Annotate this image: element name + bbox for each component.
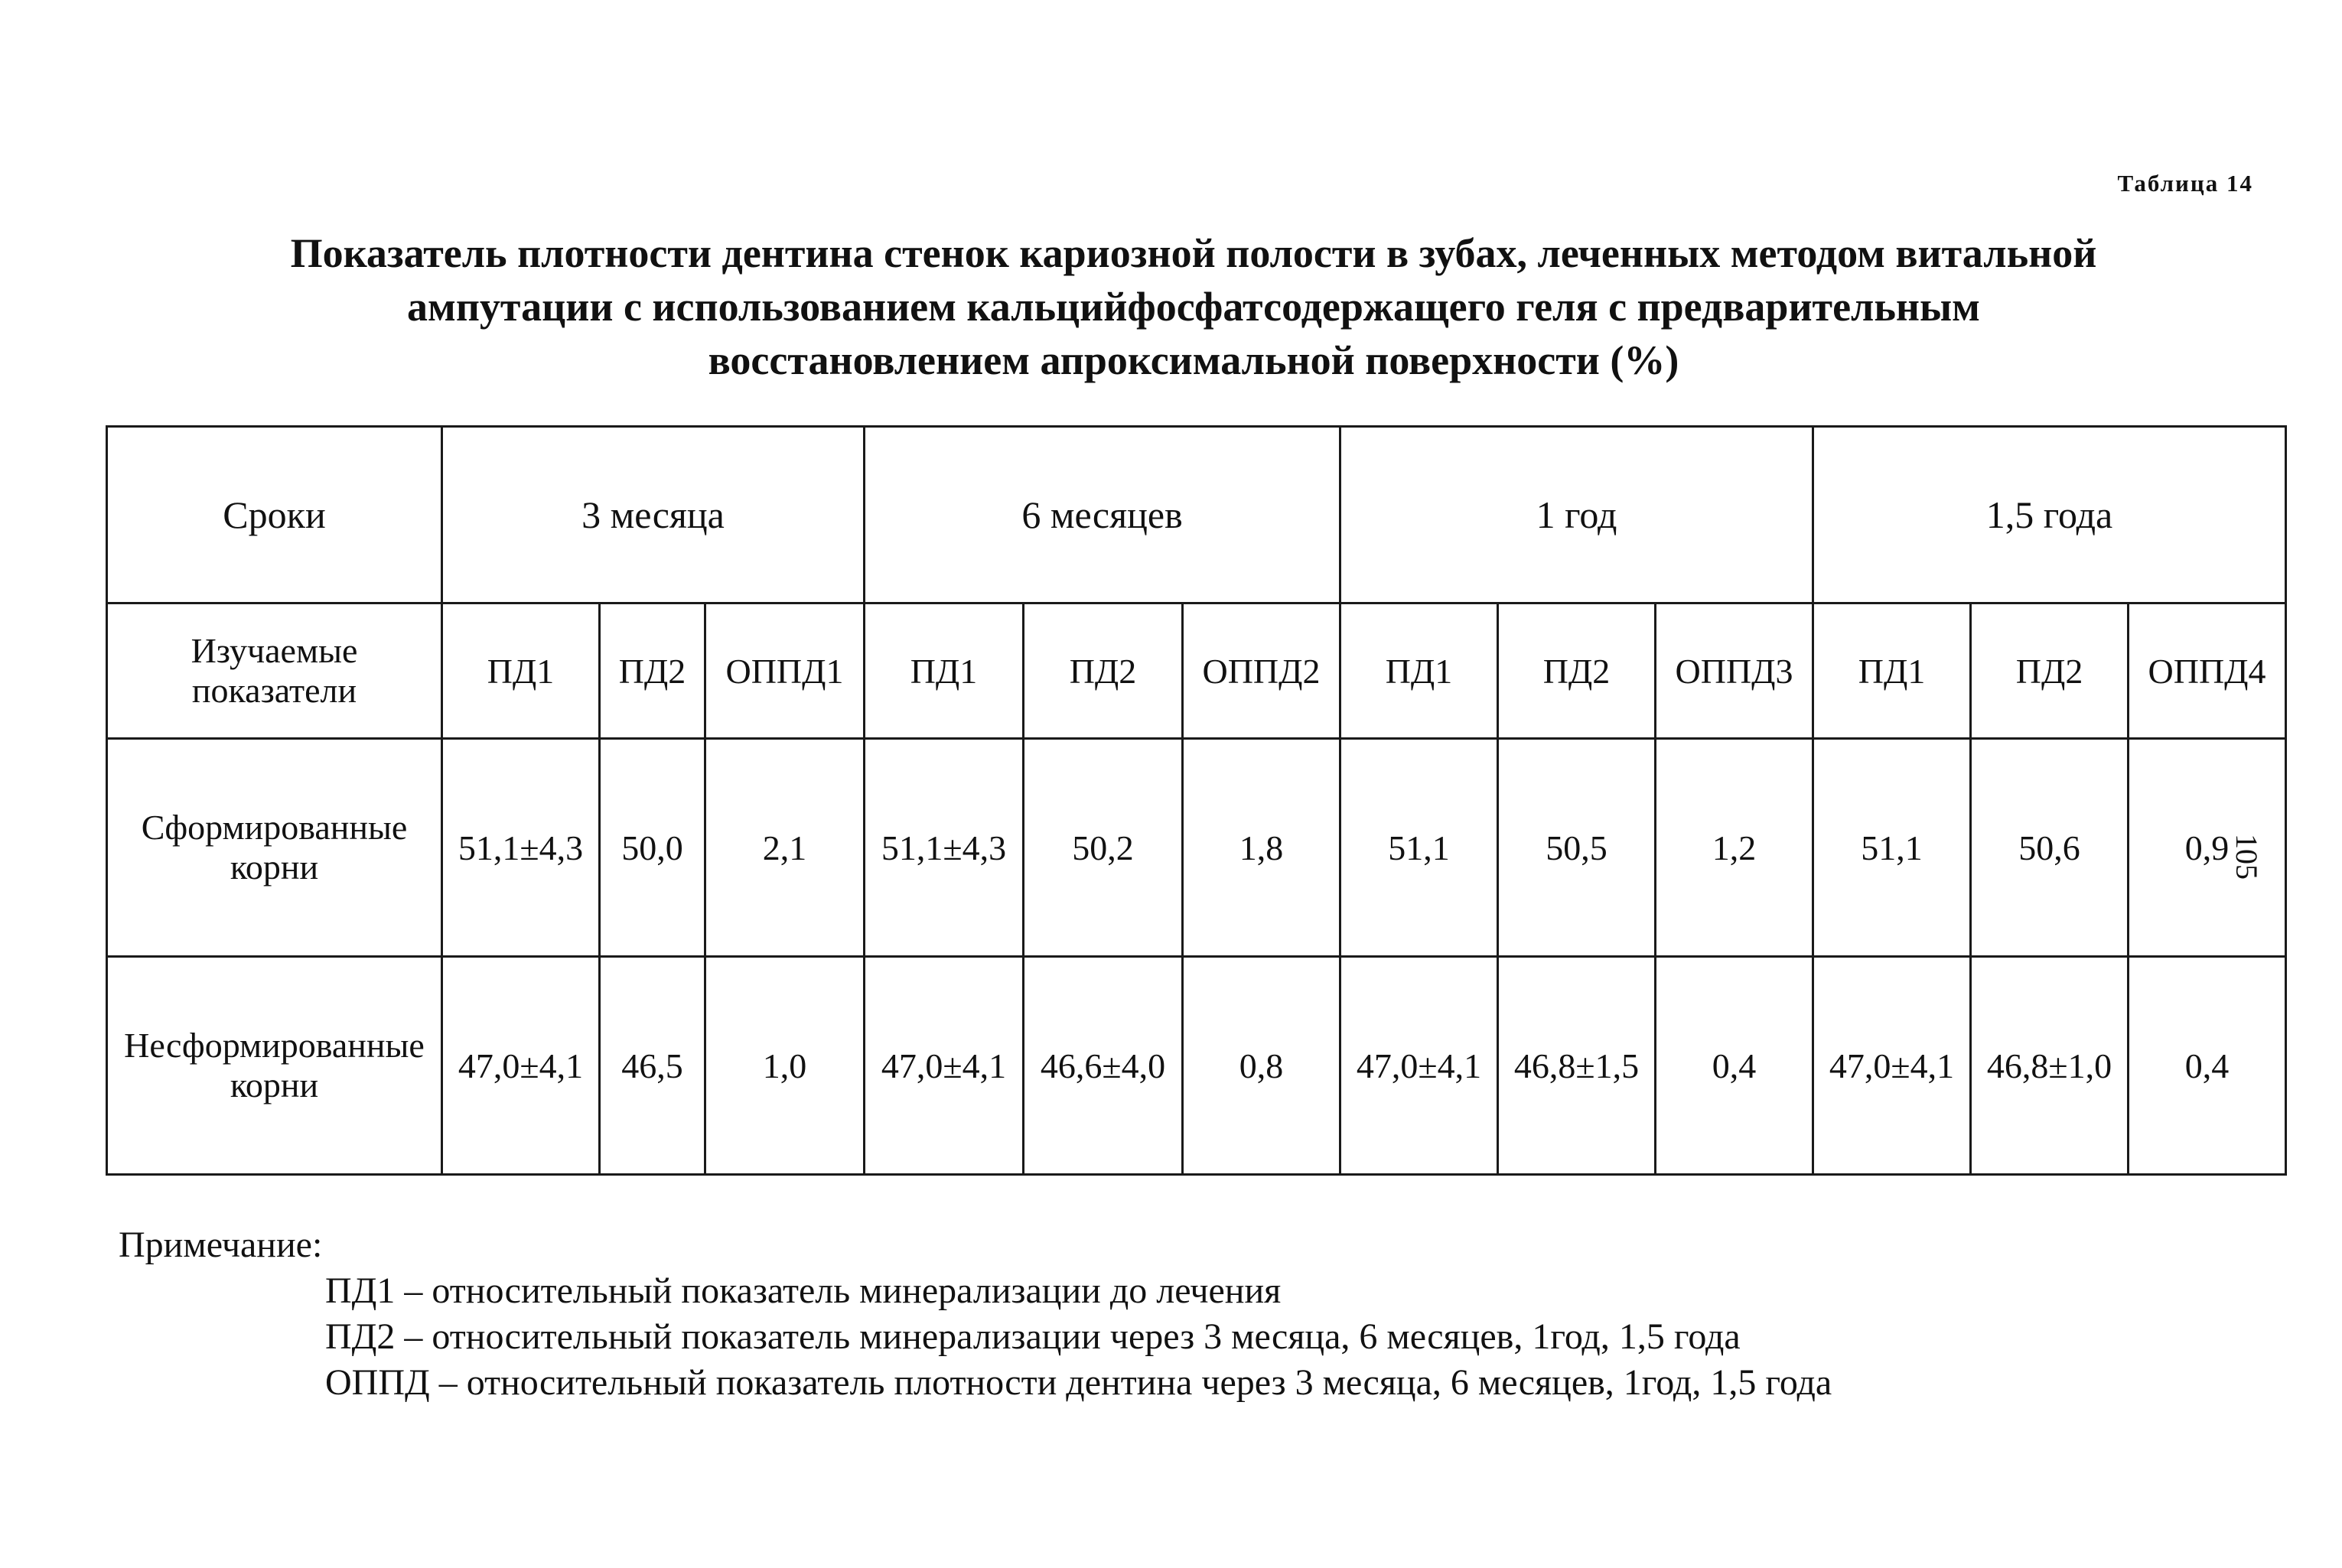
value-cell: 46,6±4,0 [1024,957,1183,1175]
row-label-line-2: корни [230,1065,319,1104]
value-cell: 0,8 [1183,957,1340,1175]
row-label-formed-roots [107,739,442,957]
value-cell: 1,2 [1656,739,1813,957]
period-1-year: 1 год [1340,427,1813,603]
indicator-cell: ПД1 [1340,603,1498,739]
title-line-1: Показатель плотности дентина стенок кариозной полости в зубах, леченных методом витальной [290,230,2097,276]
value-cell: 1,8 [1183,739,1340,957]
note-line-pd2: ПД2 – относительный показатель минерализации через 3 месяца, 6 месяцев, 1год, 1,5 года [325,1316,1741,1357]
indicators-header-line-2: показатели [191,671,357,710]
notes-list [325,1268,1832,1406]
indicator-cell: ПД2 [1498,603,1656,739]
value-cell: 47,0±4,1 [442,957,600,1175]
indicator-cell: ОППД3 [1656,603,1813,739]
row-label-unformed-roots [107,957,442,1175]
value-cell: 1,0 [705,957,865,1175]
period-header: Сроки [107,427,442,603]
value-cell: 0,9 [2129,739,2286,957]
period-1-5-years: 1,5 года [1813,427,2286,603]
indicator-cell: ПД2 [1024,603,1183,739]
value-cell: 51,1±4,3 [442,739,600,957]
note-line-oppd: ОППД – относительный показатель плотности дентина через 3 месяца, 6 месяцев, 1год, 1,5 года [325,1362,1832,1403]
value-cell: 46,5 [600,957,705,1175]
table-row-formed-roots [107,739,2286,957]
indicators-row [107,603,2286,739]
row-label-line-1: Несформированные [124,1026,425,1065]
indicator-cell: ОППД1 [705,603,865,739]
table-row-unformed-roots [107,957,2286,1175]
row-label-line-2: корни [230,847,319,886]
value-cell: 50,2 [1024,739,1183,957]
title-line-3: восстановлением апроксимальной поверхности (%) [708,337,1679,383]
density-table [106,425,2287,1176]
value-cell: 47,0±4,1 [1340,957,1498,1175]
value-cell: 47,0±4,1 [1813,957,1971,1175]
value-cell: 51,1 [1340,739,1498,957]
indicator-cell: ПД1 [1813,603,1971,739]
value-cell: 46,8±1,5 [1498,957,1656,1175]
notes-section [119,1222,1832,1406]
value-cell: 2,1 [705,739,865,957]
value-cell: 51,1 [1813,739,1971,957]
indicator-cell: ПД2 [600,603,705,739]
value-cell: 51,1±4,3 [865,739,1024,957]
value-cell: 47,0±4,1 [865,957,1024,1175]
note-line-pd1: ПД1 – относительный показатель минерализации до лечения [325,1270,1282,1311]
indicators-header-line-1: Изучаемые [191,631,358,670]
value-cell: 50,0 [600,739,705,957]
title-line-2: ампутации с использованием кальцийфосфатсодержащего геля с предварительным [407,284,1980,330]
notes-heading: Примечание: [119,1225,323,1265]
indicator-cell: ПД1 [442,603,600,739]
indicators-header [107,603,442,739]
page-number: 105 [2230,834,2264,880]
indicator-cell: ПД2 [1971,603,2129,739]
value-cell: 50,5 [1498,739,1656,957]
period-6-months: 6 месяцев [865,427,1340,603]
indicator-cell: ОППД4 [2129,603,2286,739]
value-cell: 46,8±1,0 [1971,957,2129,1175]
period-row [107,427,2286,603]
indicator-cell: ОППД2 [1183,603,1340,739]
indicator-cell: ПД1 [865,603,1024,739]
value-cell: 0,4 [1656,957,1813,1175]
table-title [138,226,2249,387]
row-label-line-1: Сформированные [141,808,408,847]
period-3-months: 3 месяца [442,427,865,603]
value-cell: 0,4 [2129,957,2286,1175]
value-cell: 50,6 [1971,739,2129,957]
table-number-label: Таблица 14 [2117,170,2253,197]
